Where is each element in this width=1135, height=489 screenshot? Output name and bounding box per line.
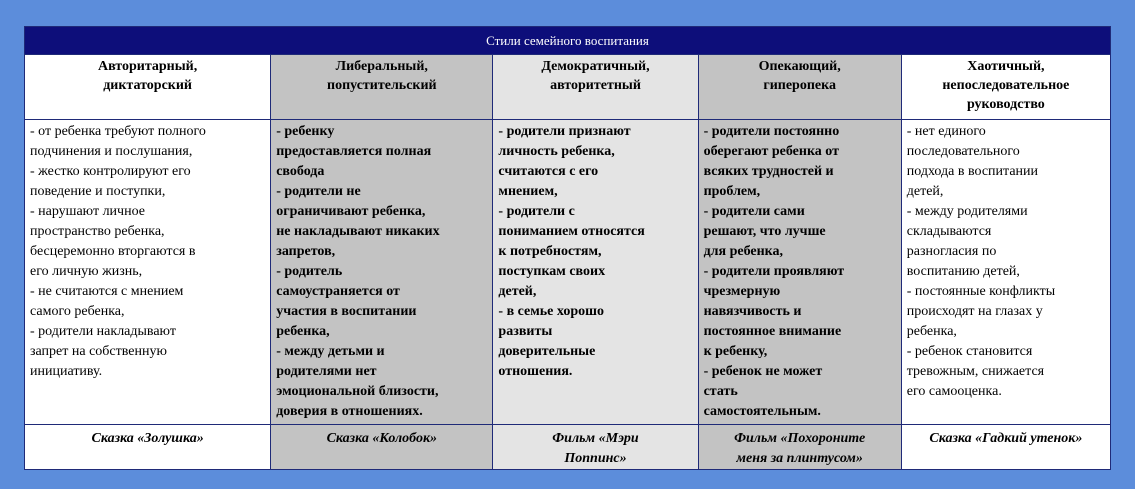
description-line: - постоянные конфликты	[906, 284, 1056, 299]
description-line: ребенка,	[276, 324, 330, 339]
description-line: детей,	[498, 284, 537, 299]
description-line: - в семье хорошо	[498, 304, 604, 319]
description-line: инициативу.	[30, 364, 103, 379]
description-line: ограничивают ребенка,	[276, 204, 426, 219]
description-line: пространство ребенка,	[30, 224, 165, 239]
description-line: всяких трудностей и	[703, 164, 834, 179]
description-line: поведение и поступки,	[30, 184, 166, 199]
description-line: - родитель	[276, 264, 343, 279]
description-line: воспитанию детей,	[906, 264, 1020, 279]
description-line: - родители с	[498, 204, 575, 219]
description-line: навязчивость и	[703, 304, 802, 319]
description-line: - родители признают	[498, 124, 631, 139]
description-line: участия в воспитании	[276, 304, 417, 319]
example-chaotic: Сказка «Гадкий утенок»	[901, 425, 1110, 470]
description-line: - между детьми и	[276, 344, 385, 359]
description-liberal	[271, 120, 493, 425]
description-line: доверительные	[498, 344, 596, 359]
description-line: бесцеремонно вторгаются в	[30, 244, 196, 259]
table-title: Стили семейного воспитания	[25, 27, 1111, 55]
description-line: самого ребенка,	[30, 304, 125, 319]
description-line: его личную жизнь,	[30, 264, 143, 279]
description-line: эмоциональной близости,	[276, 384, 439, 399]
description-line: к ребенку,	[703, 344, 768, 359]
description-line: родителями нет	[276, 364, 377, 379]
description-line: отношения.	[498, 364, 573, 379]
description-line: к потребностям,	[498, 244, 602, 259]
description-line: последовательного	[906, 144, 1020, 159]
description-line: - родители сами	[703, 204, 805, 219]
description-line: разногласия по	[906, 244, 997, 259]
description-line: ребенка,	[906, 324, 957, 339]
example-democratic: Фильм «Мэри Поппинс»	[493, 425, 698, 470]
description-line: - ребенок не может	[703, 364, 823, 379]
description-line: происходят на глазах у	[906, 304, 1043, 319]
description-line: постоянное внимание	[703, 324, 842, 339]
description-line: запрет на собственную	[30, 344, 167, 359]
description-line: свобода	[276, 164, 325, 179]
header-democratic: Демократичный, авторитетный	[493, 55, 698, 120]
description-line: - жестко контролируют его	[30, 164, 191, 179]
description-chaotic	[901, 120, 1110, 425]
description-line: самоустраняется от	[276, 284, 400, 299]
description-line: подчинения и послушания,	[30, 144, 193, 159]
header-chaotic: Хаотичный, непоследовательное руководство	[901, 55, 1110, 120]
description-line: оберегают ребенка от	[703, 144, 839, 159]
description-line: пониманием относятся	[498, 224, 645, 239]
description-line: для ребенка,	[703, 244, 784, 259]
description-line: - родители постоянно	[703, 124, 840, 139]
description-line: подхода в воспитании	[906, 164, 1039, 179]
description-line: - не считаются с мнением	[30, 284, 184, 299]
example-overprotective: Фильм «Похороните меня за плинтусом»	[698, 425, 901, 470]
example-liberal: Сказка «Колобок»	[271, 425, 493, 470]
description-line: стать	[703, 384, 738, 399]
description-line: считаются с его	[498, 164, 599, 179]
description-line: мнением,	[498, 184, 558, 199]
description-overprotective	[698, 120, 901, 425]
description-line: - нарушают личное	[30, 204, 145, 219]
description-line: его самооценка.	[906, 384, 1002, 399]
description-line: - родители проявляют	[703, 264, 845, 279]
description-line: - ребенку	[276, 124, 335, 139]
description-line: развиты	[498, 324, 553, 339]
description-line: поступкам своих	[498, 264, 606, 279]
description-line: - родители не	[276, 184, 361, 199]
description-line: не накладывают никаких	[276, 224, 440, 239]
description-line: - нет единого	[906, 124, 986, 139]
description-line: складываются	[906, 224, 992, 239]
description-line: личность ребенка,	[498, 144, 615, 159]
description-line: - родители накладывают	[30, 324, 176, 339]
header-overprotective: Опекающий, гиперопека	[698, 55, 901, 120]
description-line: самостоятельным.	[703, 404, 821, 419]
description-line: решают, что лучше	[703, 224, 826, 239]
description-line: тревожным, снижается	[906, 364, 1045, 379]
description-line: запретов,	[276, 244, 336, 259]
description-line: детей,	[906, 184, 944, 199]
header-authoritarian: Авторитарный, диктаторский	[25, 55, 271, 120]
description-line: чрезмерную	[703, 284, 781, 299]
description-line: доверия в отношениях.	[276, 404, 423, 419]
description-line: - между родителями	[906, 204, 1028, 219]
description-line: проблем,	[703, 184, 761, 199]
description-line: предоставляется полная	[276, 144, 432, 159]
example-authoritarian: Сказка «Золушка»	[25, 425, 271, 470]
description-line: - ребенок становится	[906, 344, 1033, 359]
parenting-styles-table	[24, 26, 1111, 470]
description-line: - от ребенка требуют полного	[30, 124, 206, 139]
description-democratic	[493, 120, 698, 425]
header-liberal: Либеральный, попустительский	[271, 55, 493, 120]
description-authoritarian	[25, 120, 271, 425]
